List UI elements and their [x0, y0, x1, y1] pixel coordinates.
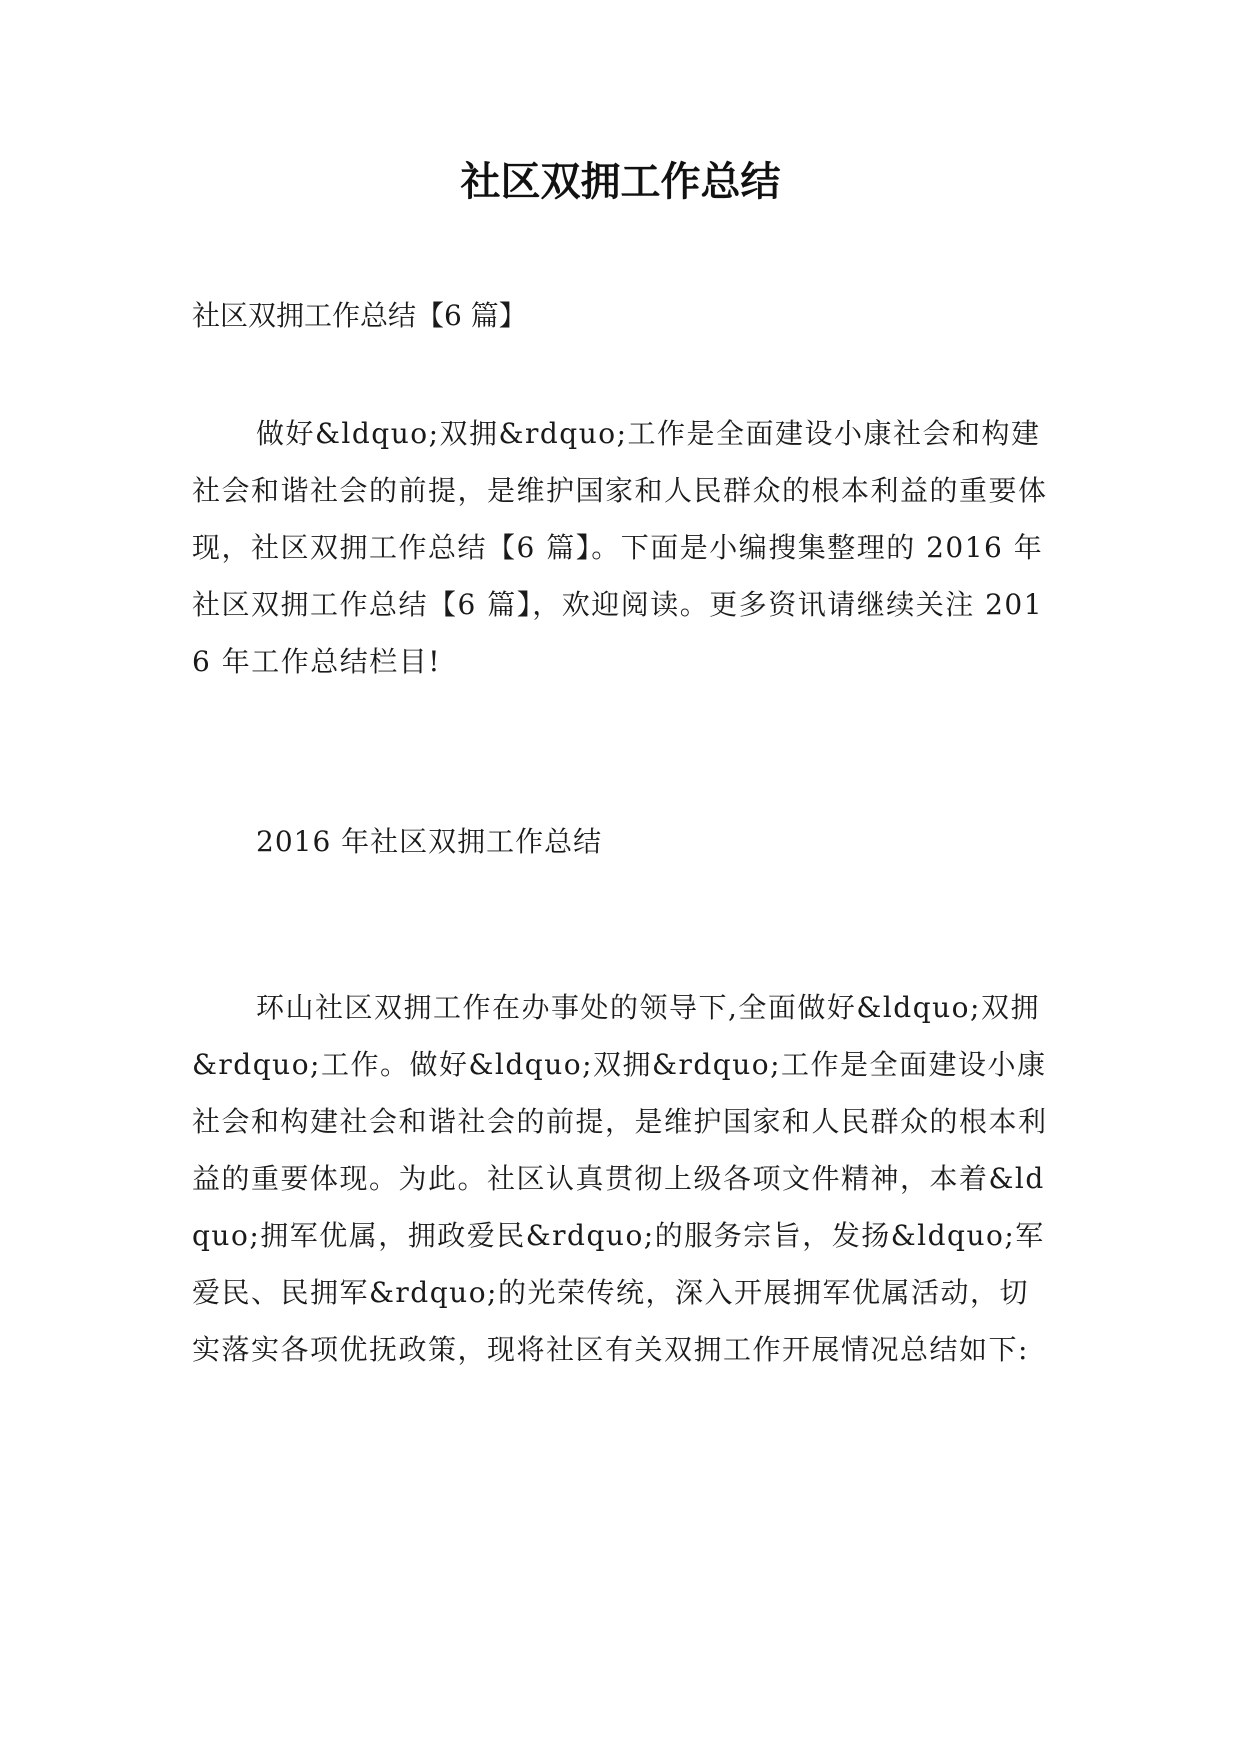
- page-title: 社区双拥工作总结: [460, 158, 781, 205]
- document-subtitle: 社区双拥工作总结【6 篇】: [192, 299, 527, 332]
- intro-paragraph: 做好&ldquo;双拥&rdquo;工作是全面建设小康社会和构建社会和谐社会的前提，是维护国家和人民群众的根本利益的重要体现，社区双拥工作总结【6 篇】。下面是小编搜集整理的 2016 年社区双拥工作总结【6 篇】，欢迎阅读。更多资讯请继续关注 2016 年工作总结栏目!: [192, 417, 1048, 678]
- section-heading: 2016 年社区双拥工作总结: [256, 825, 603, 858]
- body-paragraph: 环山社区双拥工作在办事处的领导下,全面做好&ldquo;双拥&rdquo;工作。做好&ldquo;双拥&rdquo;工作是全面建设小康社会和构建社会和谐社会的前提，是维护国家和人民群众的根本利益的重要体现。为此。社区认真贯彻上级各项文件精神，本着&ldquo;拥军优属，拥政爱民&rdquo;的服务宗旨，发扬&ldquo;军爱民、民拥军&rdquo;的光荣传统，深入开展拥军优属活动，切实落实各项优抚政策，现将社区有关双拥工作开展情况总结如下:: [192, 991, 1048, 1366]
